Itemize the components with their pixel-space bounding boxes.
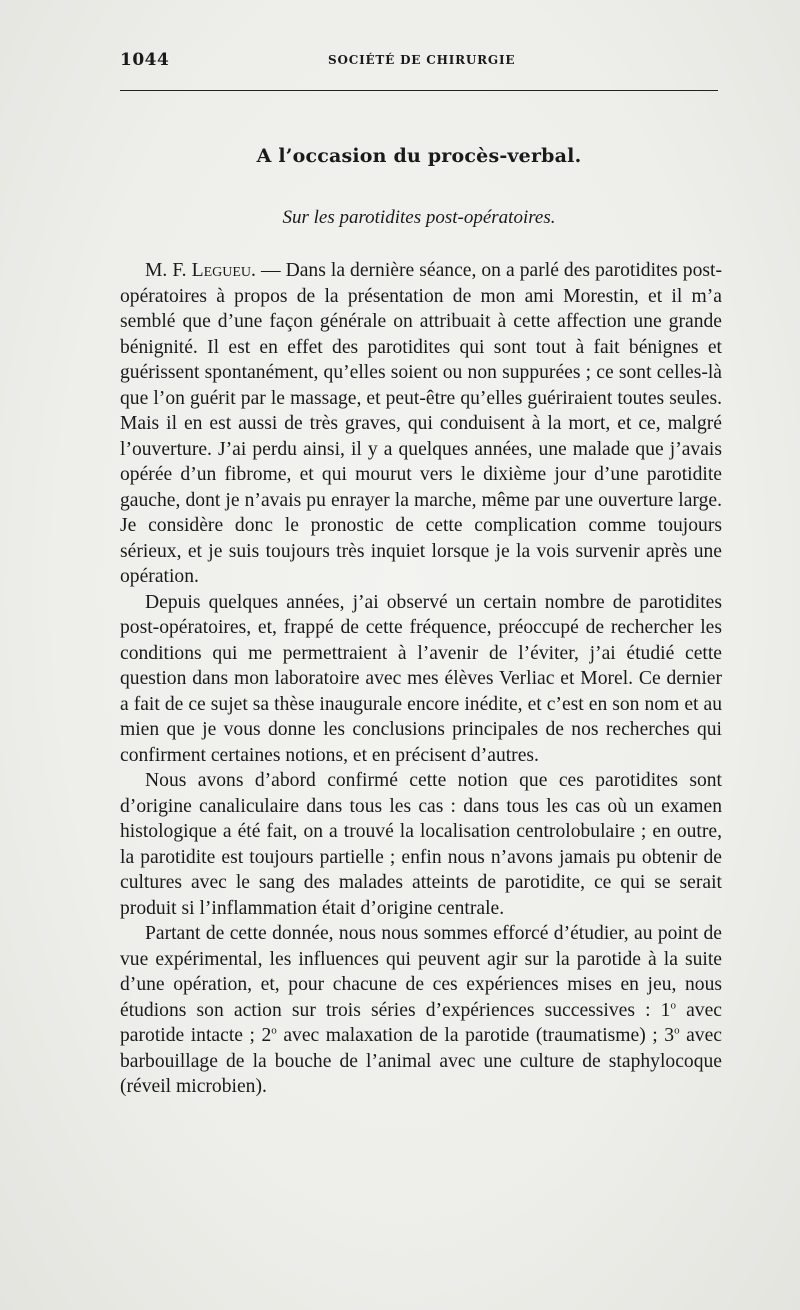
- paragraph-3: Nous avons d’abord confirmé cette notion que ces parotidites sont d’origine canaliculaire dans tous les cas : dans tous les cas où un examen histologique a été fait, on a trouvé la localisation centrolobulaire ; en outre, la parotidite est toujours partielle ; enfin nous n’avons jamais pu obtenir de cultures avec le sang des malades atteints de parotidite, ce qui se serait produit si l’inflammation était d’origine centrale.: [120, 770, 722, 919]
- header-rule: [120, 90, 718, 91]
- paragraph-4-text-4: avec barbouillage de la bouche de l’animal avec une culture de staphylocoque (réveil microbien).: [120, 1025, 722, 1097]
- ordinal-2: o: [271, 1024, 277, 1037]
- subtitle: Sur les parotidites post-opératoires.: [282, 207, 556, 228]
- paragraph-4-text-1: Partant de cette donnée, nous nous sommes efforcé d’étudier, au point de vue expérimental, les influences qui peuvent agir sur la parotide à la suite d’une opération, et, pour chacune de ces expériences mises en jeu, nous étudions son action sur trois séries d’expériences successives : 1: [120, 923, 722, 1021]
- page-number: 1044: [120, 50, 170, 70]
- paragraph-1-text: — Dans la dernière séance, on a parlé des parotidites post-opératoires à propos de la présentation de mon ami Morestin, et il m’a semblé que d’une façon générale on attribuait à cette affection une grande bénignité. Il est en effet des parotidites qui sont tout à fait bénignes et guérissent spontanément, qu’elles soient ou non suppurées ; ce sont celles-là que l’on guérit par le massage, et peut-être qu’elles guériraient toutes seules. Mais il en est aussi de très graves, qui conduisent à la mort, et ce, malgré l’ouverture. J’ai perdu ainsi, il y a quelques années, une malade que j’avais opérée d’un fibrome, et qui mourut vers le dixième jour d’une parotidite gauche, dont je n’avais pu enrayer la marche, même par une ouverture large. Je considère donc le pronostic de cette complication comme toujours sérieux, et je suis toujours très inquiet lorsque je la vois survenir après une opération.: [120, 260, 722, 587]
- section-title: A l’occasion du procès-verbal.: [256, 145, 582, 167]
- author-name: M. F. Legueu.: [145, 260, 256, 281]
- paragraph-2: Depuis quelques années, j’ai observé un certain nombre de parotidites post-opératoires, et, frappé de cette fréquence, préoccupé de rechercher les conditions qui me permettraient à l’avenir de l’éviter, j’ai étudié cette question dans mon laboratoire avec mes élèves Verliac et Morel. Ce dernier a fait de ce sujet sa thèse inaugurale encore inédite, et c’est en son nom et au mien que je vous donne les conclusions principales de nos recherches qui confirment certaines notions, et en précisent d’autres.: [120, 591, 722, 766]
- running-head: [120, 50, 718, 74]
- paragraph-4-text-3: avec malaxation de la parotide (traumatisme) ; 3: [276, 1025, 675, 1046]
- body-text: [120, 258, 722, 1100]
- paragraph-4-text-2: avec parotide intacte ; 2: [120, 999, 722, 1046]
- ordinal-1: o: [670, 998, 676, 1011]
- paragraph-4: [120, 921, 722, 1100]
- ordinal-3: o: [674, 1024, 680, 1037]
- paragraph-1: [120, 258, 722, 590]
- running-title: SOCIÉTÉ DE CHIRURGIE: [328, 53, 516, 67]
